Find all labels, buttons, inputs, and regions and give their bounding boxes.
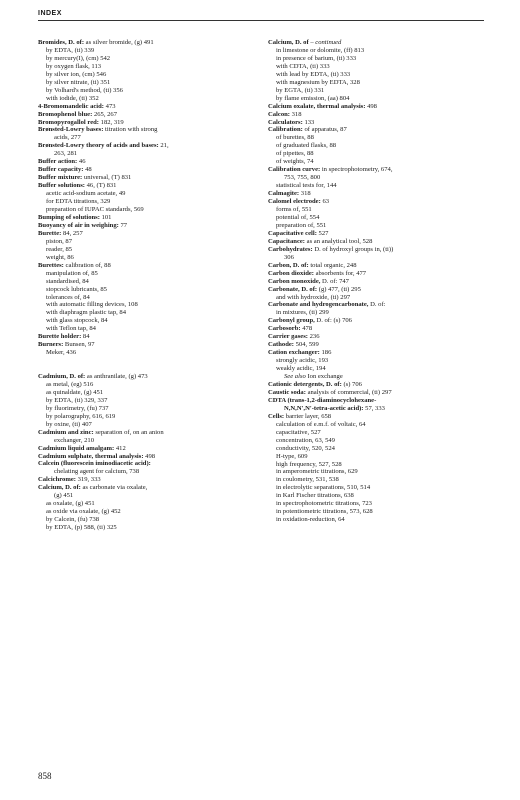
entry-headword: Cationic detergents, D. of: [268,380,342,388]
entry-headword: Carrier gases: [268,333,308,341]
entry-text: tolerances of, 84 [46,293,90,301]
entry-text: high frequency, 527, 528 [276,460,342,468]
index-entry [38,142,256,150]
entry-text: in Karl Fischer titrations, 638 [276,492,354,500]
index-subentry [268,294,486,302]
entry-text: acetic acid-sodium acetate, 49 [46,190,126,198]
index-subentry [268,500,486,508]
entry-text: strongly acidic, 193 [276,357,329,365]
entry-headword: Cadmium and zinc: [38,428,94,436]
entry-text: by oxine, (ti) 407 [46,420,92,428]
entry-headword: Carbon dioxide: [268,269,314,277]
entry-headword: Cadmium liquid amalgam: [38,444,115,452]
entry-text: of weights, 74 [276,158,314,166]
index-subentry [268,437,486,445]
entry-text: – [308,39,316,46]
entry-headword: Burette holder: [38,333,82,341]
index-subentry [268,405,486,413]
index-column-left [38,39,256,532]
index-subentry [268,461,486,469]
entry-text: universal, (T) 831 [82,174,132,182]
index-subentry [38,468,256,476]
entry-text: in oxidation-reduction, 64 [276,516,345,524]
entry-headword: Burette: [38,229,62,237]
entry-text: with magnesium by EDTA, 328 [276,78,360,86]
index-subentry [38,206,256,214]
entry-text: with automatic filling devices, 108 [46,301,138,309]
entry-text: statistical tests for, 144 [276,182,337,190]
entry-text: H-type, 609 [276,452,308,460]
index-entry [38,214,256,222]
entry-text: 84 [81,333,90,341]
entry-headword: Buffer action: [38,158,78,166]
index-entry [268,190,486,198]
index-subentry [38,294,256,302]
entry-text: titration with strong [103,126,158,134]
entry-headword: Carbonate and hydrogencarbonate, [268,301,369,309]
index-subentry [268,95,486,103]
entry-headword: Calcium oxalate, thermal analysis: [268,102,366,110]
entry-text: as an analytical tool, 528 [305,237,373,245]
entry-text: with Teflon tap, 84 [46,325,96,333]
index-subentry [268,71,486,79]
index-subentry [268,158,486,166]
running-header: INDEX [38,10,62,17]
entry-text: (g) 477, (ti) 295 [317,285,361,293]
index-subentry [268,365,486,373]
index-entry [268,301,486,309]
entry-text: in potentiometric titrations, 573, 628 [276,508,373,516]
entry-headword: Burettes: [38,261,64,269]
see-also-label: See also [284,373,306,381]
entry-headword: Buoyancy of air in weighing: [38,221,119,229]
entry-text: in mixtures, (ti) 299 [276,309,329,317]
index-subentry [268,206,486,214]
entry-text: with CDTA, (ti) 333 [276,62,330,70]
entry-text: by oxygen flask, 113 [46,62,102,70]
index-subentry [38,79,256,87]
entry-text: Ion exchange [305,373,343,381]
index-subentry [38,87,256,95]
entry-text: by Calcein, (fu) 738 [46,516,100,524]
index-subentry [38,254,256,262]
entry-text: 182, 319 [99,118,124,126]
header-rule [38,20,484,21]
index-subentry [268,484,486,492]
entry-text: exchanger, 210 [54,436,95,444]
index-entry [38,111,256,119]
index-subentry [38,381,256,389]
index-subentry [38,198,256,206]
index-subentry [268,508,486,516]
entry-text: of graduated flasks, 88 [276,142,337,150]
entry-text: 46, (T) 831 [84,182,117,190]
index-entry [268,317,486,325]
entry-text: by Volhard's method, (ti) 356 [46,86,123,94]
entry-text: as quinaldate, (g) 451 [46,388,104,396]
entry-text: standardised, 84 [46,277,89,285]
entry-text: in amperometric titrations, 629 [276,468,358,476]
entry-text: D. of hydroxyl groups in, (ti)) [312,245,394,253]
entry-text: total organic, 248 [308,261,357,269]
index-entry [268,230,486,238]
index-subentry [268,357,486,365]
entry-text: with lead by EDTA, (ti) 333 [276,70,351,78]
entry-headword: N,N,N′,N′-tetra-acetic acid): [284,404,364,412]
index-entry [268,103,486,111]
entry-text: and with hydroxide, (ti) 297 [276,293,351,301]
index-entry [38,341,256,349]
entry-headword: 4-Bromomandelic acid: [38,102,104,110]
entry-text: 84, 257 [61,229,83,237]
index-entry [268,246,486,254]
entry-text: piston, 87 [46,237,73,245]
index-entry [38,429,256,437]
index-subentry [268,63,486,71]
entry-text: as carbonate via oxalate, [80,484,148,492]
index-entry [38,373,256,381]
entry-text: of apparatus, 87 [302,126,347,134]
entry-headword: Cells: [268,412,285,420]
entry-text: as anthranilate, (g) 473 [85,373,148,380]
index-entry [38,453,256,461]
index-subentry [268,222,486,230]
entry-headword: Buffer capacity: [38,166,84,174]
entry-text: 527 [316,229,329,237]
entry-headword: Calcein (fluorescein iminodiacetic acid): [38,460,151,468]
index-entry [268,111,486,119]
index-subentry [38,508,256,516]
index-subentry [38,63,256,71]
index-subentry [38,389,256,397]
index-subentry [38,246,256,254]
entry-text: 186 [319,349,332,357]
entry-text: as oxalate, (g) 451 [46,500,95,508]
entry-text: in presence of barium, (ti) 333 [276,54,357,62]
index-subentry [38,278,256,286]
entry-headword: Buffer solutions: [38,182,85,190]
entry-headword: Calcium, D. of [268,39,309,46]
index-subentry [38,325,256,333]
entry-headword: Calcichrome: [38,476,76,484]
entry-text: by flame emission, (aa) 804 [276,94,350,102]
entry-headword: Calcium, D. of: [38,484,81,492]
entry-text: by mercury(I), (cm) 542 [46,54,111,62]
entry-text: 265, 267 [92,110,118,118]
index-entry [38,182,256,190]
index-entry [38,445,256,453]
index-subentry [268,309,486,317]
entry-text: 473 [104,102,116,110]
index-subentry [268,150,486,158]
index-subentry [268,373,486,381]
entry-text: by EGTA, (ti) 331 [276,86,325,94]
entry-text: (g) 451 [54,492,74,500]
index-subentry [38,95,256,103]
index-subentry [38,309,256,317]
index-subentry [38,301,256,309]
entry-text: 133 [302,118,315,126]
index-entry [268,278,486,286]
entry-headword: Bromides, D. of: [38,39,85,46]
entry-text: by polarography, 616, 619 [46,412,116,420]
entry-text: 504, 599 [294,341,319,349]
entry-text: for EDTA titrations, 329 [46,198,111,206]
entry-text: D. of: 747 [320,277,349,285]
index-subentry [268,182,486,190]
index-subentry [38,405,256,413]
index-subentry [268,174,486,182]
entry-headword: Buffer mixture: [38,174,83,182]
entry-headword: Carbosorb: [268,325,301,333]
index-subentry [38,71,256,79]
entry-text: as oxide via oxalate, (g) 452 [46,508,121,516]
entry-headword: Carbohydrates: [268,245,313,253]
index-subentry [38,134,256,142]
index-entry [268,333,486,341]
entry-text: in spectrophotometric titrations, 723 [276,500,372,508]
index-entry [268,119,486,127]
entry-text: concentration, 63, 549 [276,436,335,444]
index-subentry [38,190,256,198]
entry-text: barrier layer, 658 [284,412,332,420]
entry-headword: CDTA (trans-1,2-diaminocyclohexane- [268,396,377,404]
index-entry [268,397,486,405]
index-entry [268,349,486,357]
index-subentry [38,55,256,63]
entry-headword: Bromopyrogallol red: [38,118,99,126]
entry-text: with iodide, (ti) 352 [46,94,99,102]
index-entry [38,476,256,484]
entry-text: forms of, 551 [276,206,312,214]
entry-headword: Calibration curve: [268,166,321,174]
entry-gap [38,365,256,373]
index-entry [38,262,256,270]
entry-text: of burettes, 88 [276,134,314,142]
entry-headword: Calculators: [268,118,303,126]
entry-text: as metal, (eg) 516 [46,380,94,388]
entry-headword: Carbon monoxide, [268,277,321,285]
entry-text: (s) 706 [341,380,362,388]
index-subentry [268,134,486,142]
index-subentry [268,87,486,95]
entry-text: with glass stopcock, 84 [46,317,108,325]
entry-headword: Cadmium, D. of: [38,373,86,380]
entry-text: 753, 755, 800 [284,174,321,182]
entry-text: 319, 333 [75,476,101,484]
entry-text: manipulation of, 85 [46,269,98,277]
entry-text: as silver bromide, (g) 491 [84,39,154,46]
entry-text: 498 [143,452,156,460]
entry-headword: Carbon, D. of: [268,261,309,269]
index-subentry [268,445,486,453]
index-entry [268,286,486,294]
entry-headword: Capacitative cell: [268,229,317,237]
index-entry [268,341,486,349]
index-entry [268,325,486,333]
entry-text: by EDTA, (ti) 339 [46,46,95,54]
entry-text: of pipettes, 88 [276,150,314,158]
continued-label: continued [315,39,342,46]
entry-text: weakly acidic, 194 [276,365,326,373]
index-entry [38,230,256,238]
index-entry [268,381,486,389]
index-subentry [38,286,256,294]
index-entry [38,166,256,174]
entry-text: acids, 277 [54,134,81,142]
entry-text: 412 [114,444,126,452]
index-entry [268,126,486,134]
entry-headword: Capacitance: [268,237,305,245]
entry-text: D. of: [368,301,386,309]
entry-headword: Cation exchanger: [268,349,320,357]
entry-text: 236 [307,333,320,341]
entry-text: 478 [300,325,313,333]
entry-text: 63 [320,198,330,206]
index-entry [38,158,256,166]
index-entry [268,413,486,421]
entry-text: in limestone or dolomite, (ff) 813 [276,46,365,54]
entry-headword: Burners: [38,341,64,349]
index-subentry [268,55,486,63]
index-subentry [38,270,256,278]
entry-text: in electrolytic separations, 510, 514 [276,484,371,492]
entry-text: 318 [289,110,302,118]
entry-text: D. of: (s) 706 [314,317,352,325]
index-entry [38,103,256,111]
index-subentry [268,468,486,476]
entry-text: preparation of IUPAC standards, 569 [46,206,144,214]
entry-text: 306 [284,253,294,261]
index-subentry [268,421,486,429]
index-subentry [268,492,486,500]
entry-text: 48 [83,166,92,174]
entry-headword: Bromophenol blue: [38,110,93,118]
entry-text: by silver nitrate, (ti) 351 [46,78,111,86]
entry-headword: Calmagite: [268,190,300,198]
entry-text: calculation of e.m.f. of voltaic, 64 [276,420,366,428]
entry-headword: Brønsted-Lowry theory of acids and bases: [38,142,159,150]
entry-headword: Carbonyl group, [268,317,315,325]
index-entry [38,119,256,127]
index-subentry [38,500,256,508]
index-entry [268,270,486,278]
entry-text: 263, 281 [54,150,78,158]
index-entry [268,166,486,174]
entry-text: potential of, 554 [276,213,320,221]
entry-headword: Carbonate, D. of: [268,285,318,293]
entry-text: with diaphragm plastic tap, 84 [46,309,127,317]
entry-text: chelating agent for calcium, 738 [54,468,140,476]
entry-headword: Cathode: [268,341,295,349]
entry-headword: Calomel electrode: [268,198,321,206]
index-entry [268,39,486,47]
entry-text: Bunsen, 97 [63,341,95,349]
entry-text: in coulometry, 531, 538 [276,476,339,484]
entry-text: separation of, on an anion [93,428,164,436]
entry-text: reader, 85 [46,245,73,253]
entry-text: 498 [365,102,377,110]
index-entry [38,126,256,134]
index-subentry [268,429,486,437]
index-subentry [38,421,256,429]
entry-text: Meker, 436 [46,349,77,357]
entry-text: by EDTA, (p) 588, (ti) 325 [46,524,117,532]
index-subentry [38,150,256,158]
entry-headword: Cadmium sulphate, thermal analysis: [38,452,144,460]
entry-headword: Bumping of solutions: [38,213,100,221]
entry-text: conductivity, 520, 524 [276,444,335,452]
entry-text: capacitative, 527 [276,428,321,436]
entry-text: preparation of, 551 [276,221,327,229]
entry-text: 318 [299,190,311,198]
entry-text: by EDTA, (ti) 329, 337 [46,396,108,404]
index-subentry [38,238,256,246]
entry-headword: Caustic soda: [268,388,306,396]
entry-headword: Brønsted-Lowry bases: [38,126,104,134]
entry-text: calibration of, 88 [63,261,111,269]
index-entry [38,39,256,47]
index-subentry [268,79,486,87]
index-subentry [38,437,256,445]
entry-text: 77 [118,221,128,229]
index-entry [268,198,486,206]
index-entry [38,460,256,468]
index-column-right [268,39,486,524]
entry-text: in spectrophotometry, 674, [320,166,393,174]
index-entry [38,222,256,230]
index-subentry [268,453,486,461]
entry-headword: Calibration: [268,126,303,134]
entry-text: stopcock lubricants, 85 [46,285,107,293]
index-entry [268,389,486,397]
index-subentry [268,254,486,262]
index-subentry [38,47,256,55]
index-entry [268,238,486,246]
index-subentry [38,397,256,405]
index-subentry [38,492,256,500]
index-subentry [38,516,256,524]
index-subentry [38,317,256,325]
index-entry [38,484,256,492]
page-number: 858 [38,771,52,781]
index-subentry [268,142,486,150]
index-subentry [268,476,486,484]
index-subentry [268,47,486,55]
index-entry [38,174,256,182]
entry-text: 46 [77,158,86,166]
entry-text: 57, 333 [363,404,385,412]
index-subentry [38,349,256,357]
entry-text: weight, 86 [46,253,74,261]
index-entry [38,333,256,341]
index-subentry [38,413,256,421]
entry-gap [38,357,256,365]
entry-text: 21, [158,142,169,150]
entry-text: 101 [99,213,112,221]
entry-headword: Calcon: [268,110,290,118]
entry-text: by silver ion, (cm) 546 [46,70,107,78]
index-subentry [38,524,256,532]
entry-text: analysis of commercial, (ti) 297 [305,388,392,396]
entry-text: by fluorimetry, (fu) 737 [46,404,109,412]
index-subentry [268,214,486,222]
entry-text: absorbents for, 477 [313,269,367,277]
index-entry [268,262,486,270]
index-subentry [268,516,486,524]
